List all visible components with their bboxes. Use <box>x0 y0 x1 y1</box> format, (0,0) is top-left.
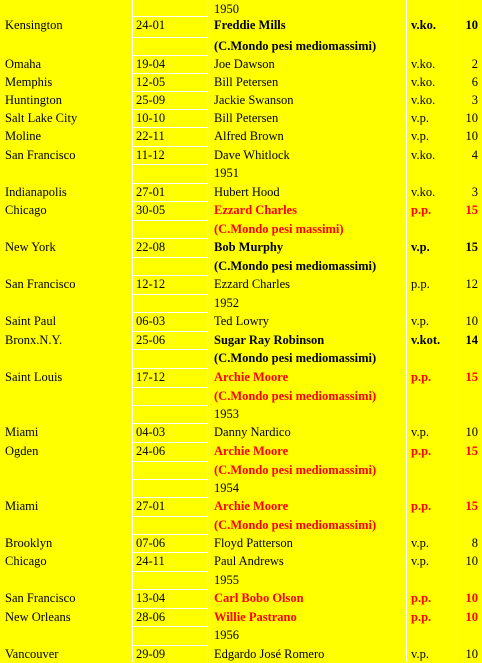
date-cell: 27-01 <box>136 185 166 199</box>
rounds-cell: 10 <box>465 647 478 661</box>
result-cell <box>407 257 457 275</box>
city-cell: Miami <box>5 425 39 439</box>
table-row <box>0 146 482 164</box>
rounds-cell: 2 <box>471 57 478 71</box>
date-cell <box>133 516 207 534</box>
rounds-cell: 3 <box>471 185 478 199</box>
result-cell <box>407 571 457 589</box>
table-row <box>0 497 482 515</box>
rounds-cell: 15 <box>465 444 478 458</box>
city-cell <box>0 257 132 275</box>
opponent-cell: Joe Dawson <box>214 57 275 71</box>
table-row <box>0 534 482 552</box>
result-cell: v.p. <box>411 536 429 550</box>
table-row <box>0 183 482 201</box>
city-cell <box>0 37 132 55</box>
result-cell: v.kot. <box>411 333 441 347</box>
city-cell <box>0 220 132 238</box>
rounds-cell <box>458 571 482 589</box>
opponent-cell: Ezzard Charles <box>214 277 291 291</box>
date-cell: 17-12 <box>136 370 166 384</box>
row-separator <box>133 405 207 406</box>
row-separator <box>133 423 207 424</box>
opponent-cell: Paul Andrews <box>214 554 284 568</box>
opponent-cell: Alfred Brown <box>214 129 284 143</box>
table-row <box>0 201 482 219</box>
row-separator <box>133 201 207 202</box>
opponent-cell: (C.Mondo pesi mediomassimi) <box>214 39 377 53</box>
rounds-cell <box>458 461 482 479</box>
date-cell: 24-06 <box>136 444 166 458</box>
city-cell: Ogden <box>5 444 39 458</box>
rounds-cell: 15 <box>465 240 478 254</box>
rounds-cell: 3 <box>471 93 478 107</box>
city-cell <box>0 294 132 312</box>
rounds-cell: 12 <box>465 277 478 291</box>
result-cell <box>407 626 457 644</box>
row-separator <box>133 571 207 572</box>
rounds-cell <box>458 405 482 423</box>
city-cell: Huntington <box>5 93 62 107</box>
result-cell: p.p. <box>411 444 432 458</box>
rounds-cell <box>458 257 482 275</box>
row-separator <box>133 349 207 350</box>
table-row <box>0 608 482 626</box>
date-cell <box>133 461 207 479</box>
result-cell: v.p. <box>411 554 429 568</box>
row-separator <box>133 183 207 184</box>
result-cell: v.p. <box>411 240 430 254</box>
opponent-cell: Archie Moore <box>214 444 289 458</box>
table-row <box>0 423 482 441</box>
date-cell <box>133 164 207 182</box>
row-separator <box>133 37 207 38</box>
result-cell: v.ko. <box>411 75 436 89</box>
opponent-cell: (C.Mondo pesi mediomassimi) <box>214 518 377 532</box>
result-cell: v.ko. <box>411 18 437 32</box>
date-cell <box>133 405 207 423</box>
result-cell: p.p. <box>411 370 432 384</box>
result-cell: v.p. <box>411 111 429 125</box>
rounds-cell <box>458 387 482 405</box>
table-row <box>0 331 482 349</box>
city-cell: San Francisco <box>5 277 76 291</box>
row-separator <box>133 238 207 239</box>
table-row <box>0 127 482 145</box>
opponent-cell: Bill Petersen <box>214 111 279 125</box>
date-cell <box>133 571 207 589</box>
date-cell: 22-11 <box>136 129 165 143</box>
rounds-cell <box>458 220 482 238</box>
result-cell: v.ko. <box>411 148 436 162</box>
opponent-cell: Ted Lowry <box>214 314 270 328</box>
row-separator <box>133 608 207 609</box>
city-cell <box>0 626 132 644</box>
city-cell: San Francisco <box>5 148 76 162</box>
row-separator <box>133 331 207 332</box>
opponent-cell: Edgardo José Romero <box>214 647 325 661</box>
result-cell <box>407 516 457 534</box>
date-cell: 19-04 <box>136 57 166 71</box>
date-cell: 29-09 <box>136 647 166 661</box>
opponent-cell: Sugar Ray Robinson <box>214 333 325 347</box>
row-separator <box>133 479 207 480</box>
table-row <box>0 55 482 73</box>
city-cell: New Orleans <box>5 610 71 624</box>
opponent-cell: 1950 <box>214 2 239 16</box>
rounds-cell: 10 <box>465 591 478 605</box>
result-cell: v.p. <box>411 647 429 661</box>
result-cell: v.p. <box>411 314 429 328</box>
city-cell: Moline <box>5 129 42 143</box>
opponent-cell: Freddie Mills <box>214 18 286 32</box>
city-cell: Miami <box>5 499 39 513</box>
opponent-cell: Dave Whitlock <box>214 148 290 162</box>
rounds-cell: 15 <box>465 203 478 217</box>
rounds-cell <box>458 349 482 367</box>
table-row <box>0 645 482 663</box>
row-separator <box>133 461 207 462</box>
row-separator <box>133 16 207 17</box>
city-cell: San Francisco <box>5 591 76 605</box>
row-separator <box>133 127 207 128</box>
table-row <box>0 349 482 367</box>
date-cell: 04-03 <box>136 425 166 439</box>
rounds-cell: 10 <box>465 111 478 125</box>
opponent-cell: (C.Mondo pesi mediomassimi) <box>214 463 377 477</box>
row-separator <box>133 294 207 295</box>
date-cell <box>133 37 207 55</box>
rounds-cell: 10 <box>465 425 478 439</box>
result-cell: v.p. <box>411 129 429 143</box>
date-cell: 12-05 <box>136 75 166 89</box>
result-cell <box>407 461 457 479</box>
rounds-cell <box>458 626 482 644</box>
row-separator <box>133 220 207 221</box>
opponent-cell: (C.Mondo pesi massimi) <box>214 222 344 236</box>
date-cell: 11-12 <box>136 148 165 162</box>
result-cell <box>407 349 457 367</box>
table-row <box>0 626 482 644</box>
row-separator <box>133 497 207 498</box>
city-cell <box>0 461 132 479</box>
city-cell <box>0 479 132 497</box>
opponent-cell: Jackie Swanson <box>214 93 294 107</box>
opponent-cell: Bill Petersen <box>214 75 279 89</box>
rounds-cell <box>458 164 482 182</box>
city-cell: Omaha <box>5 57 42 71</box>
date-cell: 13-04 <box>136 591 166 605</box>
opponent-cell: Ezzard Charles <box>214 203 297 217</box>
opponent-cell: (C.Mondo pesi mediomassimi) <box>214 259 377 273</box>
table-row <box>0 461 482 479</box>
table-row <box>0 275 482 293</box>
opponent-cell: 1951 <box>214 166 239 180</box>
row-separator <box>133 146 207 147</box>
date-cell: 10-10 <box>136 111 166 125</box>
table-row <box>0 516 482 534</box>
date-cell: 25-09 <box>136 93 166 107</box>
city-cell <box>0 349 132 367</box>
opponent-cell: 1955 <box>214 573 239 587</box>
opponent-cell: Floyd Patterson <box>214 536 293 550</box>
row-separator <box>133 91 207 92</box>
city-cell: Chicago <box>5 203 47 217</box>
result-cell: p.p. <box>411 610 432 624</box>
table-row <box>0 16 482 34</box>
table-row <box>0 405 482 423</box>
opponent-cell: Archie Moore <box>214 370 289 384</box>
row-separator <box>133 368 207 369</box>
result-cell <box>407 164 457 182</box>
row-separator <box>133 109 207 110</box>
result-cell <box>407 220 457 238</box>
result-cell <box>407 387 457 405</box>
date-cell: 07-06 <box>136 536 166 550</box>
date-cell <box>133 626 207 644</box>
date-cell <box>133 257 207 275</box>
table-row <box>0 552 482 570</box>
rounds-cell: 14 <box>465 333 478 347</box>
row-separator <box>133 534 207 535</box>
rounds-cell: 10 <box>465 18 478 32</box>
table-row <box>0 571 482 589</box>
city-cell <box>0 164 132 182</box>
rounds-cell <box>458 294 482 312</box>
table-row <box>0 589 482 607</box>
city-cell <box>0 571 132 589</box>
row-separator <box>133 645 207 646</box>
opponent-cell: 1952 <box>214 296 239 310</box>
result-cell <box>407 405 457 423</box>
table-row <box>0 368 482 386</box>
row-separator <box>133 275 207 276</box>
city-cell: Salt Lake City <box>5 111 78 125</box>
table-row <box>0 387 482 405</box>
table-row <box>0 294 482 312</box>
row-separator <box>133 387 207 388</box>
opponent-cell: Willie Pastrano <box>214 610 297 624</box>
result-cell: p.p. <box>411 499 432 513</box>
city-cell: Memphis <box>5 75 53 89</box>
city-cell: Kensington <box>5 18 63 32</box>
opponent-cell: Carl Bobo Olson <box>214 591 304 605</box>
city-cell: Vancouver <box>5 647 59 661</box>
date-cell <box>133 220 207 238</box>
date-cell: 24-11 <box>136 554 165 568</box>
row-separator <box>133 55 207 56</box>
city-cell <box>0 387 132 405</box>
row-separator <box>133 73 207 74</box>
opponent-cell: Bob Murphy <box>214 240 284 254</box>
opponent-cell: Hubert Hood <box>214 185 280 199</box>
result-cell <box>407 37 457 55</box>
city-cell <box>0 516 132 534</box>
row-separator <box>133 516 207 517</box>
table-row <box>0 257 482 275</box>
opponent-cell: (C.Mondo pesi mediomassimi) <box>214 389 377 403</box>
date-cell <box>133 294 207 312</box>
date-cell <box>133 349 207 367</box>
row-separator <box>133 257 207 258</box>
city-cell <box>0 405 132 423</box>
table-row <box>0 238 482 256</box>
result-cell: p.p. <box>411 591 432 605</box>
table-row <box>0 91 482 109</box>
rounds-cell: 15 <box>465 370 478 384</box>
row-separator <box>133 312 207 313</box>
rounds-cell: 15 <box>465 499 478 513</box>
opponent-cell: Archie Moore <box>214 499 289 513</box>
row-separator <box>133 164 207 165</box>
date-cell <box>133 387 207 405</box>
result-cell: v.ko. <box>411 57 436 71</box>
result-cell: p.p. <box>411 277 430 291</box>
date-cell: 25-06 <box>136 333 166 347</box>
city-cell: Chicago <box>5 554 47 568</box>
rounds-cell <box>458 479 482 497</box>
table-row <box>0 164 482 182</box>
date-cell: 12-12 <box>136 277 166 291</box>
date-cell: 22-08 <box>136 240 166 254</box>
rounds-cell: 10 <box>465 129 478 143</box>
opponent-cell: Danny Nardico <box>214 425 291 439</box>
rounds-cell: 10 <box>465 554 478 568</box>
city-cell: New York <box>5 240 56 254</box>
table-row <box>0 312 482 330</box>
row-separator <box>133 626 207 627</box>
rounds-cell: 10 <box>465 314 478 328</box>
result-cell: p.p. <box>411 203 432 217</box>
rounds-cell: 6 <box>471 75 478 89</box>
result-cell: v.ko. <box>411 185 436 199</box>
result-cell <box>407 479 457 497</box>
rounds-cell <box>458 516 482 534</box>
table-row <box>0 109 482 127</box>
rounds-cell: 4 <box>471 148 478 162</box>
rounds-cell: 8 <box>471 536 478 550</box>
date-cell: 24-01 <box>136 18 166 32</box>
city-cell: Bronx.N.Y. <box>5 333 63 347</box>
table-row <box>0 37 482 55</box>
table-row <box>0 479 482 497</box>
date-cell: 27-01 <box>136 499 166 513</box>
result-cell: v.p. <box>411 425 429 439</box>
rounds-cell <box>458 37 482 55</box>
date-cell: 06-03 <box>136 314 166 328</box>
date-cell: 30-05 <box>136 203 166 217</box>
city-cell: Indianapolis <box>5 185 67 199</box>
date-cell <box>133 479 207 497</box>
table-row <box>0 220 482 238</box>
row-separator <box>133 442 207 443</box>
city-cell: Brooklyn <box>5 536 53 550</box>
opponent-cell: 1953 <box>214 407 239 421</box>
table-row <box>0 73 482 91</box>
opponent-cell: (C.Mondo pesi mediomassimi) <box>214 351 377 365</box>
city-cell: Saint Paul <box>5 314 57 328</box>
row-separator <box>133 589 207 590</box>
date-cell: 28-06 <box>136 610 166 624</box>
opponent-cell: 1956 <box>214 628 239 642</box>
city-cell: Saint Louis <box>5 370 63 384</box>
table-row <box>0 442 482 460</box>
opponent-cell: 1954 <box>214 481 239 495</box>
rounds-cell: 10 <box>465 610 478 624</box>
result-cell: v.ko. <box>411 93 436 107</box>
row-separator <box>133 552 207 553</box>
result-cell <box>407 294 457 312</box>
